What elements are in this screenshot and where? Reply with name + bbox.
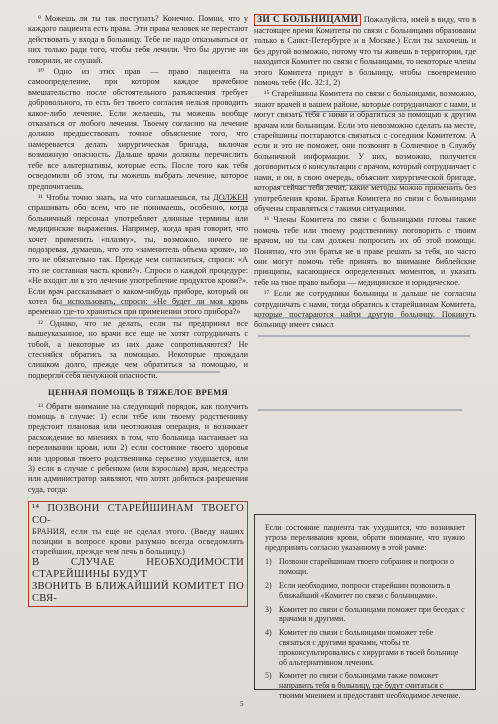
paragraph-10: ¹⁰ Одно из этих прав — право пациента на самоопределение, при котором каждое врачебное вмешательство после обстоятельного разъяснения требует добровольного, то есть без твоего согласия нельзя проводить какое-либо лечение. Если желаешь, ты можешь вообще отказаться от любого лечения. Твоему согласию на лечение должно предшествовать точное объяснение того, что намеревается делать хирургическая бригада, включая возможную опасность. Дальше врачи должны перечислить тебе все альтернативы, которые есть. После того как тебя осведомили об этом, ты можешь выбрать лечение, которое предпочитаешь.: [28, 67, 248, 191]
step-text: Если необходимо, попроси старейшин позвонить в ближайший «Комитет по связи с больницами».: [279, 580, 451, 600]
list-item: [265, 581, 465, 601]
paragraph-15: ¹⁵ Старейшины Комитета по связи с больницами, возможно, знают врачей в вашем районе, которые сотрудничают с нами, и могут связать тебя с ними и обратиться за помощью к другим врачам или больницам. Если это невозможно сделать на месте, старейшины постараются связаться с соседним Комитетом. А если и это не поможет, они позвонят в Солнечное в Службу больничной информации. У них, возможно, получится договориться о консультации с врачом, который сотрудничает с нами, и он, в свою очередь, объяснит хирургической бригаде, которая сейчас тебя лечит, какие методы можно применить без употребления крови. Братья Комитета по связи с больницами обучены справляться с такими ситуациями.: [254, 89, 476, 213]
step-number: 3): [265, 604, 272, 614]
step-text: Комитет по связи с больницами поможет тебе связаться с другими врачами, чтобы те проконсультировались с хирургами в твоей больнице об альтернативном лечении.: [279, 628, 459, 667]
paragraph-11-start: ¹¹ Чтобы точно знать, на что соглашаешься, ты: [38, 192, 210, 202]
step-number: 4): [265, 628, 272, 638]
highlighted-heading: ЗИ С БОЛЬНИЦАМИ: [254, 14, 361, 26]
paragraph-11-rest: спрашивать обо всем, что не понимаешь, особенно, когда больничный персонал употребляет длинные термины или медицинские выражения. Например, когда врач говорит, что хочет применить «плазму», ты, возможно, ничего не подозревая, думаешь, что это «заменитель объема крови», но это не обязательно так. Прежде чем согласиться, спроси: «А это не составная часть крови?». Спроси о каждой процедуре: «Не входит ли в это лечение употребление продуктов крови?». Если врач рассказывает о каком-нибудь приборе, который он хотел бы использовать, спроси: «Не будет ли моя кровь временно где-то храниться при применении этого прибора?»: [28, 203, 248, 317]
list-item: [265, 671, 465, 700]
step-number: 5): [265, 671, 272, 681]
paragraph-12: ¹² Однако, что не делать, если ты предпринял все вышеуказанное, но врачи все еще не хотят сотрудничать с тобой, а некоторые из них даже сопротивляются? Не стесняйся обратись за помощью. Некоторые прождали слишком долго, прежде чем обратиться за помощью, и подвергли себя ненужной опасности.: [28, 318, 248, 380]
right-column: [254, 14, 476, 332]
callout-line-1: ¹⁴ ПОЗВОНИ СТАРЕЙШИНАМ ТВОЕГО СО-: [32, 503, 244, 527]
paragraph-11: [28, 193, 248, 318]
paragraph-16: ¹⁶ Члены Комитета по связи с больницами готовы также помочь тебе или твоему родственнику поговорить с твоим врачом, но ты сам должен попросить их об этой помощи. Понятно, что эти братья не в праве решать за тебя, но часто они могут помочь тебе принять во внимание библейские принципы, касающиеся определенных моментов, и указать тебе на твое право выбора — медицинское и юридическое.: [254, 215, 476, 287]
list-item: [265, 605, 465, 625]
step-text: Комитет по связи с больницами также поможет направить тебя в больницу, где будут считаться с твоими мнением и предоставят необходимое лечение.: [279, 671, 461, 700]
box-intro: Если состояние пациента так ухудшится, что возникнет угроза переливания крови, обрати внимание, что нужно предпринять согласно указанному в этой рамке:: [265, 523, 465, 552]
emphasis-must: ДОЛЖЕН: [213, 192, 249, 202]
section-heading: ЦЕННАЯ ПОМОЩЬ В ТЯЖЕЛОЕ ВРЕМЯ: [47, 387, 229, 398]
list-item: [265, 628, 465, 667]
list-item: [265, 557, 465, 577]
callout-line-3: В СЛУЧАЕ НЕОБХОДИМОСТИ СТАРЕЙШИНЫ БУДУТ: [32, 557, 244, 581]
paragraph-9: ⁹ Можешь ли ты так поступать? Конечно. Помни, что у каждого пациента есть права. Эти права человек не перестают действовать у входа в больницу. Тебе не надо отказываться от них только ради того, чтобы тебя лечили. Что бы другие ни говорили, не слушай.: [28, 14, 248, 65]
step-text: Комитет по связи с больницами поможет при беседах с врачами и другими.: [279, 604, 465, 624]
callout-line-2: БРАНИЯ, если ты еще не сделал этого. (Введу наших позиции в вопросе крови разумно всегда осведомлять старейшин, прежде чем лечь в больницу.): [32, 527, 244, 557]
box-steps-list: [265, 557, 465, 700]
step-number: 2): [265, 580, 272, 590]
paragraph-14-rest: Пожалуйста, имей в виду, что в настоящее время Комитеты по связи с больницами образованы только в Санкт-Петербурге и в Москве.) Если ты захочешь и без другой возможно, потому что ты живешь в территории, где находится Комитет по связи с больницами, то некоторые члены этого Комитета придут в больницу, чтобы своевременно помочь тебе (Ис. 32:1, 2): [254, 15, 476, 88]
paragraph-14-cont: [254, 14, 476, 88]
paragraph-17: ¹⁷ Если же сотрудники больницы и дальше не согласны сотрудничать с нами, тогда обратись к старейшинам Комитета, которые постараются найти другую больницу. Покинуть больницу имеет смысл: [254, 289, 476, 330]
summary-box: [254, 514, 476, 700]
left-column: [28, 14, 248, 607]
page-number: 5: [240, 700, 244, 708]
step-number: 1): [265, 557, 272, 567]
step-text: Позвони старейшинам твоего собрания и попроси о помощи.: [279, 557, 454, 577]
call-elders-callout: [28, 501, 248, 607]
callout-line-4: ЗВОНИТЬ В БЛИЖАЙШИЙ КОМИТЕТ ПО СВЯ-: [32, 581, 244, 605]
paragraph-13: ¹³ Обрати внимание на следующий порядок, как получить помощь в случае: 1) если тебе или твоему родственнику предстоит плановая или неотложная операция, и возникает расхождение во мнениях в том, что больница настаивает на переливании крови, или 2) если состояние твоего здоровья или здоровья твоего родственника серьезно ухудшается, или 3) если в случае с ребенком (или взрослым) врач, медсестра или администратор заявляют, что хотят добиться разрешения суда, тогда:: [28, 401, 248, 494]
